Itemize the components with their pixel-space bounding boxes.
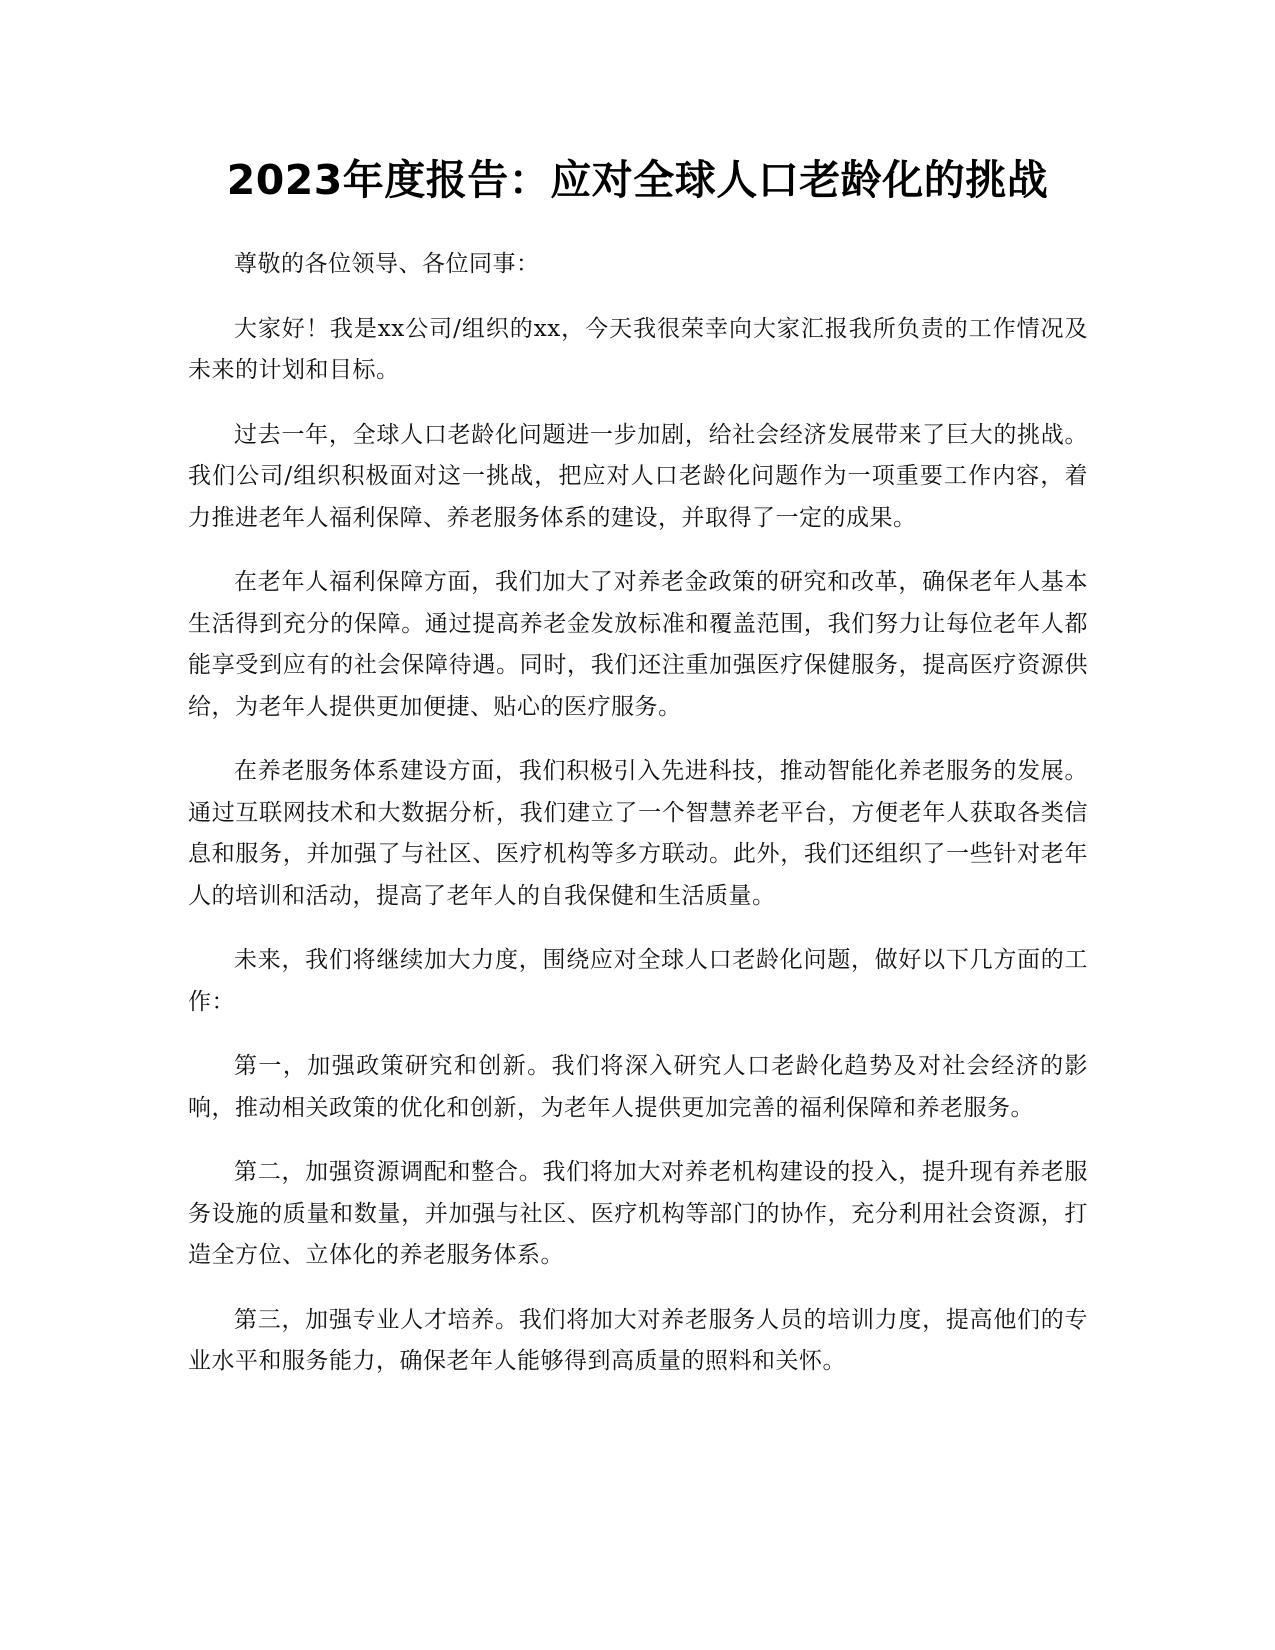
plan-item-paragraph: 第二，加强资源调配和整合。我们将加大对养老机构建设的投入，提升现有养老服务设施的质量和数量，并加强与社区、医疗机构等部门的协作，充分利用社会资源，打造全方位、立体化的养老服务体系。 — [188, 1159, 1088, 1268]
service-system-paragraph: 在养老服务体系建设方面，我们积极引入先进科技，推动智能化养老服务的发展。通过互联网技术和大数据分析，我们建立了一个智慧养老平台，方便老年人获取各类信息和服务，并加强了与社区、医疗机构等多方联动。此外，我们还组织了一些针对老年人的培训和活动，提高了老年人的自我保健和生活质量。 — [188, 758, 1088, 909]
intro-paragraph: 大家好！我是xx公司/组织的xx，今天我很荣幸向大家汇报我所负责的工作情况及未来的计划和目标。 — [188, 315, 1088, 383]
future-plan-paragraph: 未来，我们将继续加大力度，围绕应对全球人口老龄化问题，做好以下几方面的工作： — [188, 947, 1088, 1015]
welfare-paragraph: 在老年人福利保障方面，我们加大了对养老金政策的研究和改革，确保老年人基本生活得到充分的保障。通过提高养老金发放标准和覆盖范围，我们努力让每位老年人都能享受到应有的社会保障待遇。同时，我们还注重加强医疗保健服务，提高医疗资源供给，为老年人提供更加便捷、贴心的医疗服务。 — [188, 569, 1088, 720]
plan-item-paragraph: 第三，加强专业人才培养。我们将加大对养老服务人员的培训力度，提高他们的专业水平和服务能力，确保老年人能够得到高质量的照料和关怀。 — [188, 1306, 1088, 1374]
salutation-paragraph: 尊敬的各位领导、各位同事： — [234, 251, 540, 277]
plan-item-paragraph: 第一，加强政策研究和创新。我们将深入研究人口老龄化趋势及对社会经济的影响，推动相关政策的优化和创新，为老年人提供更加完善的福利保障和养老服务。 — [188, 1053, 1088, 1121]
document-title: 2023年度报告：应对全球人口老龄化的挑战 — [226, 156, 1049, 204]
document-body — [188, 244, 1088, 1406]
review-paragraph: 过去一年，全球人口老龄化问题进一步加剧，给社会经济发展带来了巨大的挑战。我们公司/组织积极面对这一挑战，把应对人口老龄化问题作为一项重要工作内容，着力推进老年人福利保障、养老服务体系的建设，并取得了一定的成果。 — [188, 421, 1088, 531]
